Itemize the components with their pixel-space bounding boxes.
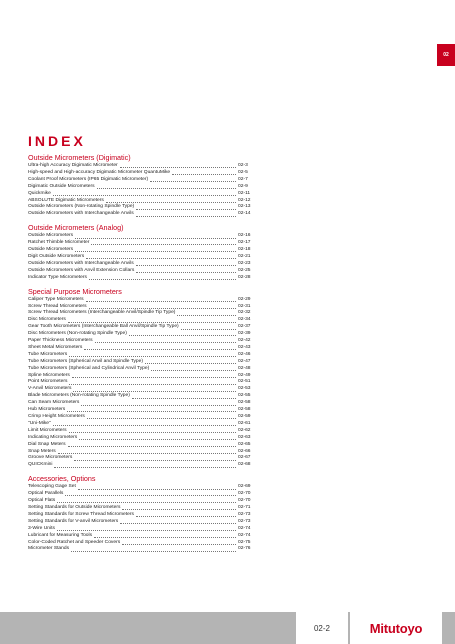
dot-leader <box>53 425 236 426</box>
dot-leader <box>68 322 236 323</box>
entry-list <box>28 163 250 218</box>
entry-name: Telescoping Gage Set <box>28 484 76 490</box>
dot-leader <box>94 537 236 538</box>
entry-name: Can Seam Micrometers <box>28 400 80 406</box>
dot-leader <box>120 167 236 168</box>
dot-leader <box>53 195 236 196</box>
section-title: Outside Micrometers (Analog) <box>28 223 124 233</box>
index-entry[interactable] <box>28 268 250 275</box>
index-entry[interactable] <box>28 247 250 254</box>
entry-name: Optical Flats <box>28 498 56 504</box>
entry-name: Outside Micrometers with Interchangeable Anvils <box>28 260 134 266</box>
dot-leader <box>122 544 236 545</box>
entry-name: Screw Thread Micrometers (Interchangeable Anvil/Spindle Tip Type) <box>28 310 176 316</box>
entry-name: Paper Thickness Micrometers <box>28 338 93 344</box>
mitutoyo-logo: Mitutoyo <box>350 612 442 644</box>
index-entry[interactable] <box>28 526 250 533</box>
dot-leader <box>150 181 236 182</box>
index-entry[interactable] <box>28 505 250 512</box>
entry-page: 02-62 <box>238 427 251 433</box>
entry-page: 02-39 <box>238 331 251 337</box>
dot-leader <box>86 301 236 302</box>
entry-list <box>28 484 250 553</box>
entry-list <box>28 233 250 281</box>
dot-leader <box>106 202 236 203</box>
page-number: 02-2 <box>296 612 348 644</box>
index-entry[interactable] <box>28 546 250 553</box>
dot-leader <box>136 216 236 217</box>
index-entry[interactable] <box>28 366 250 373</box>
entry-name: Outside Micrometers <box>28 247 74 253</box>
entry-page: 02-34 <box>238 317 251 323</box>
index-section <box>28 153 250 218</box>
dot-leader <box>97 188 236 189</box>
dot-leader <box>132 398 236 399</box>
entry-name: Spline Micrometers <box>28 372 70 378</box>
dot-leader <box>65 495 236 496</box>
entry-page: 02-55 <box>238 393 251 399</box>
entry-name: Groove Micrometers <box>28 455 73 461</box>
entry-name: Screw Thread Micrometers <box>28 303 87 309</box>
chapter-tab: 02 <box>437 44 455 66</box>
entry-page: 02-37 <box>238 324 251 330</box>
entry-page: 02-17 <box>238 240 251 246</box>
index-entry[interactable] <box>28 297 250 304</box>
entry-page: 02-49 <box>238 372 251 378</box>
entry-name: Coolant Proof Micrometers (IP65 Digimatic Micrometer) <box>28 176 149 182</box>
entry-name: Digimatic Outside Micrometers <box>28 183 95 189</box>
entry-name: Color-Coded Ratchet and Speeder Covers <box>28 539 121 545</box>
dot-leader <box>69 384 236 385</box>
index-entry[interactable] <box>28 170 250 177</box>
entry-name: Dial Snap Meters <box>28 441 66 447</box>
entry-page: 02-63 <box>238 434 251 440</box>
entry-page: 02-47 <box>238 358 251 364</box>
dot-leader <box>129 335 236 336</box>
entry-name: "Uni-Mike" <box>28 420 51 426</box>
section-title: Accessories, Options <box>28 474 96 484</box>
entry-page: 02-18 <box>238 247 251 253</box>
dot-leader <box>69 356 236 357</box>
dot-leader <box>57 502 236 503</box>
dot-leader <box>84 349 236 350</box>
entry-name: Digit Outside Micrometers <box>28 253 85 259</box>
entry-name: Blade Micrometers (Non-rotating Spindle Type) <box>28 393 130 399</box>
entry-page: 02-9 <box>238 183 248 189</box>
index-entry[interactable] <box>28 338 250 345</box>
entry-name: Setting Standards for V-anvil Micrometers <box>28 518 119 524</box>
dot-leader <box>181 329 236 330</box>
index-entry[interactable] <box>28 442 250 449</box>
entry-page: 02-21 <box>238 253 251 259</box>
dot-leader <box>58 453 236 454</box>
entry-name: Point Micrometers <box>28 379 68 385</box>
dot-leader <box>120 523 236 524</box>
entry-name: Indicating Micrometers <box>28 434 78 440</box>
dot-leader <box>122 509 236 510</box>
dot-leader <box>91 244 236 245</box>
entry-name: Outside Micrometers (Non-rotating Spindle Type) <box>28 204 135 210</box>
entry-page: 02-42 <box>238 338 251 344</box>
dot-leader <box>136 516 236 517</box>
index-sections <box>28 153 250 553</box>
entry-page: 02-16 <box>238 233 251 239</box>
entry-page: 02-58 <box>238 407 251 413</box>
entry-page: 02-74 <box>238 525 251 531</box>
index-entry[interactable] <box>28 533 250 540</box>
entry-name: ABSOLUTE Digimatic Micrometers <box>28 197 104 203</box>
entry-page: 02-68 <box>238 462 251 468</box>
entry-page: 02-48 <box>238 365 251 371</box>
entry-page: 02-31 <box>238 303 251 309</box>
dot-leader <box>136 265 236 266</box>
entry-name: Hub Micrometers <box>28 407 66 413</box>
index-entry[interactable] <box>28 261 250 268</box>
entry-name: High-speed and High-accuracy Digimatic Micrometer QuantuMike <box>28 169 171 175</box>
index-entry[interactable] <box>28 211 250 218</box>
entry-page: 02-76 <box>238 546 251 552</box>
dot-leader <box>81 405 236 406</box>
entry-page: 02-66 <box>238 448 251 454</box>
index-entry[interactable] <box>28 498 250 505</box>
entry-page: 02-53 <box>238 386 251 392</box>
entry-name: Disc Micrometers <box>28 317 66 323</box>
entry-list <box>28 297 250 470</box>
index-entry[interactable] <box>28 455 250 462</box>
dot-leader <box>69 432 236 433</box>
dot-leader <box>86 258 236 259</box>
dot-leader <box>78 489 236 490</box>
entry-page: 02-5 <box>238 169 248 175</box>
dot-leader <box>68 446 236 447</box>
entry-name: Tube Micrometers (Spherical and Cylindrical Anvil Type) <box>28 365 150 371</box>
dot-leader <box>136 272 236 273</box>
entry-page: 02-61 <box>238 420 251 426</box>
index-section <box>28 287 250 470</box>
entry-name: Quickmike <box>28 190 51 196</box>
entry-name: Outside Micrometers with Interchangeable Anvils <box>28 211 134 217</box>
index-entry[interactable] <box>28 435 250 442</box>
index-entry[interactable] <box>28 491 250 498</box>
index-entry[interactable] <box>28 191 250 198</box>
index-entry[interactable] <box>28 512 250 519</box>
entry-page: 02-51 <box>238 379 251 385</box>
dot-leader <box>54 467 236 468</box>
entry-name: Ratchet Thimble Micrometer <box>28 240 90 246</box>
entry-page: 02-70 <box>238 498 251 504</box>
entry-page: 02-43 <box>238 344 251 350</box>
dot-leader <box>67 411 236 412</box>
index-entry[interactable] <box>28 184 250 191</box>
entry-page: 02-28 <box>238 274 251 280</box>
section-title: Special Purpose Micrometers <box>28 286 122 296</box>
entry-name: Tube Micrometers (Spherical Anvil and Spindle Type) <box>28 358 143 364</box>
entry-page: 02-65 <box>238 441 251 447</box>
dot-leader <box>95 342 236 343</box>
dot-leader <box>136 209 236 210</box>
entry-page: 02-75 <box>238 539 251 545</box>
index-entry[interactable] <box>28 331 250 338</box>
dot-leader <box>172 174 236 175</box>
entry-name: QUICKmini <box>28 462 53 468</box>
dot-leader <box>151 370 236 371</box>
entry-page: 02-25 <box>238 267 251 273</box>
entry-name: Gear Tooth Micrometers (Interchangeable Ball Anvil/Spindle Tip Type) <box>28 324 179 330</box>
entry-page: 02-70 <box>238 491 251 497</box>
entry-page: 02-14 <box>238 211 251 217</box>
entry-page: 02-23 <box>238 260 251 266</box>
entry-name: Micrometer Stands <box>28 546 70 552</box>
entry-name: Caliper Type Micrometers <box>28 296 84 302</box>
entry-page: 02-29 <box>238 296 251 302</box>
entry-name: Tube Micrometers <box>28 351 68 357</box>
index-entry[interactable] <box>28 163 250 170</box>
entry-name: Optical Parallels <box>28 491 64 497</box>
dot-leader <box>74 460 236 461</box>
dot-leader <box>145 363 236 364</box>
entry-name: Indicator Type Micrometers <box>28 274 87 280</box>
index-entry[interactable] <box>28 462 250 469</box>
entry-name: Limit Micrometers <box>28 427 67 433</box>
dot-leader <box>89 279 236 280</box>
entry-name: Disc Micrometers (Non-rotating Spindle Type) <box>28 331 127 337</box>
entry-name: Lubricant for Measuring Tools <box>28 532 93 538</box>
index-entry[interactable] <box>28 519 250 526</box>
index-entry[interactable] <box>28 407 250 414</box>
entry-page: 02-7 <box>238 176 248 182</box>
dot-leader <box>177 315 236 316</box>
entry-name: Setting Standards for Outside Micrometers <box>28 504 121 510</box>
entry-page: 02-67 <box>238 455 251 461</box>
entry-name: Snap Meters <box>28 448 56 454</box>
index-entry[interactable] <box>28 428 250 435</box>
dot-leader <box>71 551 236 552</box>
entry-name: Setting Standards for Screw Thread Micrometers <box>28 511 134 517</box>
index-entry[interactable] <box>28 275 250 282</box>
index-entry[interactable] <box>28 414 250 421</box>
entry-page: 02-73 <box>238 518 251 524</box>
entry-page: 02-71 <box>238 504 251 510</box>
index-entry[interactable] <box>28 421 250 428</box>
entry-page: 02-12 <box>238 197 251 203</box>
entry-page: 02-74 <box>238 532 251 538</box>
entry-name: 3-Wire Units <box>28 525 55 531</box>
entry-name: V-Anvil Micrometers <box>28 386 72 392</box>
entry-name: Outside Micrometers <box>28 233 74 239</box>
dot-leader <box>75 251 236 252</box>
entry-page: 02-46 <box>238 351 251 357</box>
index-section <box>28 474 250 553</box>
entry-page: 02-59 <box>238 414 251 419</box>
dot-leader <box>73 391 236 392</box>
dot-leader <box>57 530 236 531</box>
entry-page: 02-69 <box>238 484 251 490</box>
entry-page: 02-58 <box>238 400 251 406</box>
dot-leader <box>79 439 236 440</box>
entry-name: Crimp Height Micrometers <box>28 414 85 419</box>
entry-page: 02-11 <box>238 190 251 196</box>
index-entry[interactable] <box>28 254 250 261</box>
index-section <box>28 223 250 281</box>
entry-page: 02-13 <box>238 204 251 210</box>
dot-leader <box>89 308 236 309</box>
index-entry[interactable] <box>28 359 250 366</box>
entry-name: Sheet Metal Micrometers <box>28 344 83 350</box>
entry-name: Ultra-high Accuracy Digimatic Micrometer <box>28 163 118 168</box>
entry-page: 02-73 <box>238 511 251 517</box>
entry-name: Outside Micrometers with Anvil Extension Collars <box>28 267 135 273</box>
page-title: INDEX <box>28 133 86 149</box>
entry-page: 02-3 <box>238 163 248 168</box>
entry-page: 02-32 <box>238 310 251 316</box>
section-title: Outside Micrometers (Digimatic) <box>28 153 131 162</box>
index-entry[interactable] <box>28 177 250 184</box>
dot-leader <box>87 418 236 419</box>
index-content <box>28 134 250 558</box>
dot-leader <box>72 377 236 378</box>
index-entry[interactable] <box>28 345 250 352</box>
dot-leader <box>75 238 236 239</box>
index-entry[interactable] <box>28 352 250 359</box>
